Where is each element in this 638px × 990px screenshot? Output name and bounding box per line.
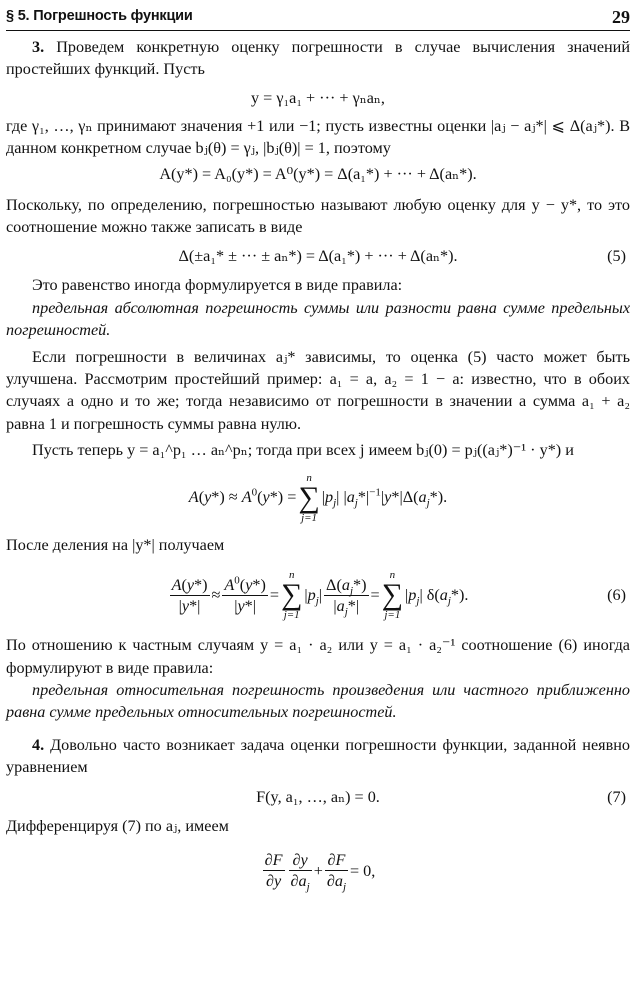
- formula-5: Δ(±a₁* ± ··· ± aₙ*) = Δ(a₁*) + ··· + Δ(aₙ*).: [178, 247, 458, 266]
- page-content: [6, 36, 630, 905]
- section-4-number: 4.: [32, 735, 45, 754]
- paragraph-special-cases: По отношению к частным случаям y = a₁ · a₂ или y = a₁ · a₂⁻¹ соотношение (6) иногда формулируют в виде правила:: [6, 636, 630, 677]
- paragraph-gamma: где γ₁, …, γₙ принимают значения +1 или −1; пусть известны оценки |aⱼ − aⱼ*| ⩽ Δ(aⱼ*). В данном конкретном случае bⱼ(θ) = γⱼ, |bⱼ(θ)| = 1, поэтому: [6, 116, 630, 158]
- paragraph-product: Пусть теперь y = a₁^p₁ … aₙ^pₙ; тогда при всех j имеем bⱼ(0) = pⱼ((aⱼ*)⁻¹ · y*) и: [32, 441, 574, 460]
- equation-partial-derivatives: $\frac{\partial F}{\partial y}$ $\frac{\partial y}{\partial a_j}$ + $\frac{\partial F}{\partial a_j}$ = 0,: [264, 851, 376, 894]
- section-3-number: 3.: [32, 38, 45, 56]
- paragraph-dependent-errors: Если погрешности в величинах aⱼ* зависимы, то оценка (5) часто может быть улучшена. Рассмотрим простейший пример: a₁ = a, a₂ = 1 − a: известно, что в обоих случаях a одно и то же; тогда независимо от погрешности в значении a сумма a₁ + a₂ равна 1 и погрешность суммы равна нулю.: [6, 347, 630, 433]
- equation-tag-5: (5): [607, 247, 626, 266]
- equation-6: $\frac{A(y*)}{|y*|}$ ≈ $\frac{A^0(y*)}{|y*|}$ = n ∑ j=1 $|p_j|$ $\frac{\Delta(a_j*)}{|a_j*|}$ = n ∑ j=1 $|p_j|$ $\delta(a_j*)$. (6): [171, 569, 626, 622]
- section-4-intro: 4. Довольно часто возникает задача оценки погрешности функции, заданной неявно уравнением: [6, 735, 631, 777]
- equation-5: [6, 238, 630, 274]
- paragraph-definition: Поскольку, по определению, погрешностью называют любую оценку для y − y*, то это соотношение можно также записать в виде: [6, 195, 630, 237]
- equation-approx: $A(y*) \approx A^0(y*)$ = n ∑ j=1 $|p_j|$ $|a_j*|^{-1}|y*|\Delta(a_j*)$.: [188, 471, 448, 524]
- equation-tag-7: (7): [607, 787, 626, 806]
- equation-A-sum: [6, 160, 630, 188]
- formula-A: A(y*) = A₀(y*) = A⁰(y*) = Δ(a₁*) + ··· + Δ(aₙ*).: [159, 164, 477, 183]
- formula-y: y = γ₁a₁ + ··· + γₙaₙ,: [251, 88, 385, 107]
- paragraph-differentiate: Дифференцируя (7) по aⱼ, имеем: [6, 816, 229, 835]
- paragraph-division: После деления на |y*| получаем: [6, 535, 225, 554]
- equation-7: [6, 779, 630, 815]
- section-3-intro: 3. Проведем конкретную оценку погрешности в случае вычисления значений простейших функций. Пусть: [6, 38, 630, 79]
- rule-absolute-error: предельная абсолютная погрешность суммы или разности равна сумме предельных погрешностей.: [6, 298, 630, 340]
- sum-symbol: n ∑ j=1: [298, 471, 320, 524]
- equation-tag-6: (6): [607, 585, 626, 604]
- formula-7: F(y, a₁, …, aₙ) = 0.: [256, 787, 380, 806]
- running-title: § 5. Погрешность функции: [6, 7, 193, 24]
- running-header: [6, 4, 630, 31]
- page-number: 29: [612, 6, 630, 27]
- paragraph-rule-intro: Это равенство иногда формулируется в виде правила:: [32, 276, 403, 295]
- rule-relative-error: предельная относительная погрешность произведения или частного приближенно равна сумме предельных относительных погрешностей.: [6, 680, 630, 722]
- equation-y-linear: [6, 81, 630, 115]
